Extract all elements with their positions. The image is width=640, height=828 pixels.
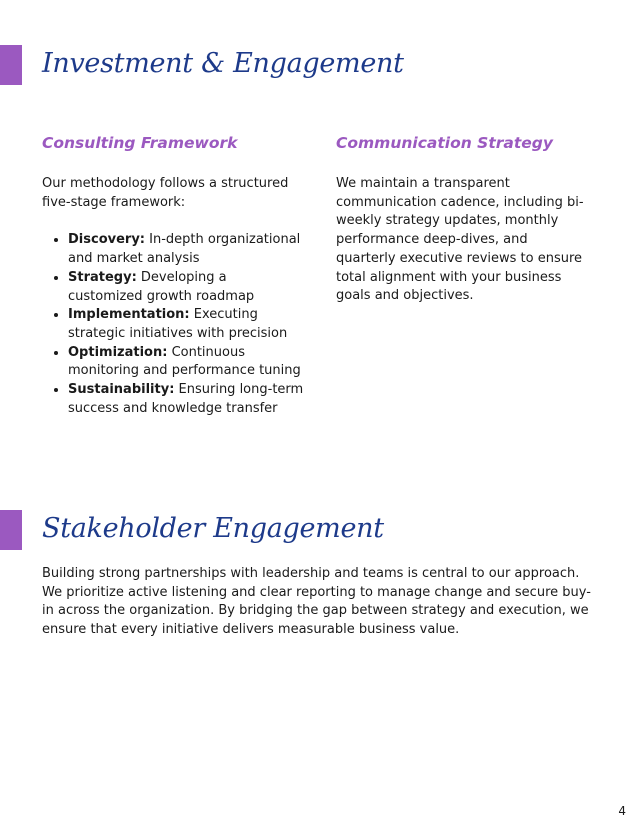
framework-intro: Our methodology follows a structured five-stage framework: bbox=[42, 176, 289, 210]
stakeholder-body: Building strong partnerships with leadership and teams is central to our approach. We prioritize active listening and clear reporting to manage change and secure buy-in across the organization. By bridging the gap between strategy and execution, we ensure that every initiative delivers measurable business value. bbox=[42, 566, 591, 638]
communication-strategy-body: We maintain a transparent communication cadence, including bi-weekly strategy updates, monthly performance deep-dives, and quarterly executive reviews to ensure total alignment with your business goals and objectives. bbox=[336, 176, 584, 304]
list-item bbox=[68, 269, 304, 306]
consulting-framework-column bbox=[42, 175, 304, 418]
page-number: 4 bbox=[618, 804, 626, 818]
section-title-stakeholder: Stakeholder Engagement bbox=[42, 513, 384, 544]
list-item-label: Discovery: bbox=[68, 232, 145, 248]
list-item-text: Ensuring long-term success and knowledge transfer bbox=[68, 382, 304, 416]
framework-list bbox=[42, 231, 304, 418]
accent-bar bbox=[0, 510, 22, 550]
list-item-label: Sustainability: bbox=[68, 382, 175, 398]
accent-bar bbox=[0, 45, 22, 85]
list-item-text: In-depth organizational and market analysis bbox=[68, 232, 301, 267]
list-item bbox=[68, 231, 304, 268]
list-item bbox=[68, 306, 304, 343]
consulting-framework-heading: Consulting Framework bbox=[42, 134, 238, 152]
communication-strategy-column bbox=[336, 175, 591, 306]
list-item-label: Strategy: bbox=[68, 269, 137, 285]
list-item-label: Implementation: bbox=[68, 307, 190, 323]
list-item bbox=[68, 381, 304, 418]
list-item bbox=[68, 344, 304, 381]
section-title-investment: Investment & Engagement bbox=[42, 48, 404, 79]
list-item-text: Developing a customized growth roadmap bbox=[68, 269, 255, 304]
communication-strategy-heading: Communication Strategy bbox=[336, 134, 553, 152]
list-item-label: Optimization: bbox=[68, 344, 168, 360]
list-item-text: Executing strategic initiatives with precision bbox=[68, 307, 288, 341]
list-item-text: Continuous monitoring and performance tuning bbox=[68, 344, 301, 379]
